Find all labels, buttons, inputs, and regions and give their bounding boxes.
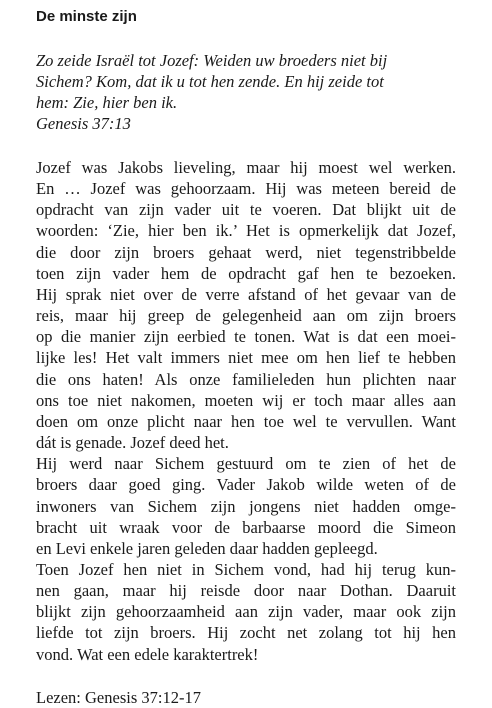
body-line: Hij werd naar Sichem gestuurd om te zien of het de: [36, 454, 456, 474]
body-line: dát is genade. Jozef deed het.: [36, 433, 229, 453]
body-line: broers daar goed ging. Vader Jakob wilde weten of de: [36, 475, 456, 495]
body-line: liefde tot zijn broers. Hij zocht net zolang tot hij hen: [36, 623, 456, 643]
reading-reference: Lezen: Genesis 37:12-17: [36, 687, 201, 707]
document-page: [36, 6, 456, 708]
page-title: De minste zijn: [36, 8, 137, 25]
quote-reference: Genesis 37:13: [36, 114, 131, 133]
body-line: opdracht van zijn vader uit te voeren. Dat blijkt uit de: [36, 200, 456, 220]
body-line: Toen Jozef hen niet in Sichem vond, had hij terug kun-: [36, 559, 456, 579]
body-line: die door zijn broers gehaat werd, niet tegenstribbelde: [36, 242, 456, 262]
body-line: Hij sprak niet over de verre afstand of het gevaar van de: [36, 284, 456, 304]
body-text: [36, 157, 456, 665]
quote-line: Sichem? Kom, dat ik u tot hen zende. En hij zeide tot: [36, 72, 384, 91]
body-line: lijke les! Het valt immers niet mee om hen lief te hebben: [36, 348, 456, 368]
body-line: reis, maar hij greep de gelegenheid aan om zijn broers: [36, 306, 456, 326]
body-line: ons toe niet nakomen, moeten wij er toch maar alles aan: [36, 390, 456, 410]
body-line: blijkt zijn gehoorzaamheid aan zijn vader, maar ook zijn: [36, 602, 456, 622]
body-line: woorden: ‘Zie, hier ben ik.’ Het is opmerkelijk dat Jozef,: [36, 221, 456, 241]
body-line: bracht uit wraak voor de barbaarse moord die Simeon: [36, 517, 456, 537]
body-line: vond. Wat een edele karaktertrek!: [36, 644, 259, 664]
body-line: op die manier zijn eerbied te tonen. Wat is dat een moei-: [36, 327, 456, 347]
body-line: en Levi enkele jaren geleden daar hadden gepleegd.: [36, 538, 378, 558]
body-line: nen gaan, maar hij reisde door naar Dothan. Daaruit: [36, 581, 456, 601]
body-line: inwoners van Sichem zijn jongens niet hadden omge-: [36, 496, 456, 516]
body-line: toen zijn vader hem de opdracht gaf hen te bezoeken.: [36, 263, 456, 283]
bible-quote: [36, 50, 456, 134]
quote-line: hem: Zie, hier ben ik.: [36, 93, 178, 112]
body-line: Jozef was Jakobs lieveling, maar hij moest wel werken.: [36, 158, 456, 177]
body-line: En … Jozef was gehoorzaam. Hij was meteen bereid de: [36, 179, 456, 199]
body-line: die ons haten! Als onze familieleden hun plichten naar: [36, 369, 456, 389]
body-line: doen om onze plicht naar hen toe wel te vervullen. Want: [36, 411, 456, 431]
quote-line: Zo zeide Israël tot Jozef: Weiden uw broeders niet bij: [36, 51, 388, 70]
